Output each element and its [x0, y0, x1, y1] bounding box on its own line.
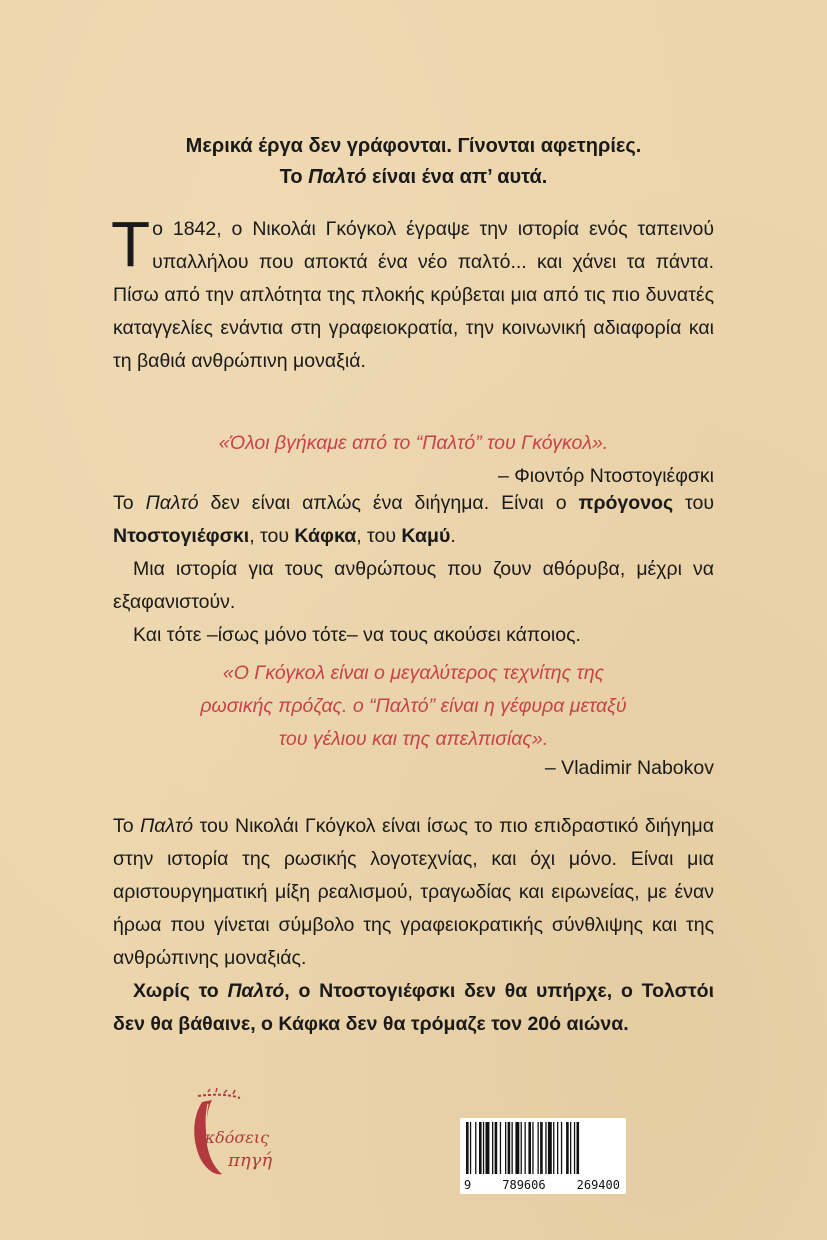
barcode-bar	[515, 1122, 519, 1174]
barcode-digit: 789606	[502, 1178, 546, 1192]
title-italic: Παλτό	[145, 492, 199, 514]
barcode-digit: 9	[464, 1178, 472, 1192]
paragraph-line	[113, 487, 714, 553]
barcode-bar	[508, 1122, 511, 1174]
intro-text: ο 1842, ο Νικολάι Γκόγκολ έγραψε την ιστορία ενός ταπεινού υπαλλήλου που αποκτά ένα νέο παλτό... και χάνει τα πάντα. Πίσω από την απλότητα της πλοκής κρύβεται μια από τις πιο δυνατές καταγγελίες ενάντια στη γραφειοκρατία, την κοινωνική αδιαφορία και τη βαθιά ανθρώπινη μοναξιά.	[113, 218, 714, 372]
text-span: του	[673, 492, 714, 514]
quote-author-nabokov: – Vladimir Nabokov	[544, 757, 714, 779]
quote-line: ρωσικής πρόζας. ο “Παλτό” είναι η γέφυρα μεταξύ	[200, 695, 627, 717]
text-span: Χωρίς το	[133, 980, 228, 1002]
barcode-bar	[470, 1122, 471, 1174]
drop-cap: Τ	[111, 208, 151, 280]
barcode-bar	[512, 1122, 513, 1174]
text-span: , του	[249, 525, 295, 547]
barcode-bar	[466, 1122, 469, 1174]
paragraph-line: Και τότε –ίσως μόνο τότε– να τους ακούσει κάποιος.	[133, 624, 581, 646]
text-span: .	[450, 525, 456, 547]
barcode-digit: 269400	[576, 1178, 620, 1192]
barcode-bar	[557, 1122, 558, 1174]
text-span: του Νικολάι Γκόγκολ είναι ίσως το πιο επιδραστικό διήγημα στην ιστορία της ρωσικής λογοτεχνίας, και όχι μόνο. Είναι μια αριστουργηματική μίξη ρεαλισμού, τραγωδίας και ειρωνείας, με έναν ήρωα που γίνεται σύμβολο της γραφειοκρατικής σύνθλιψης και της ανθρώπινης μοναξιάς.	[113, 815, 714, 969]
intro-paragraph	[111, 208, 714, 378]
barcode-bar	[548, 1122, 552, 1174]
title-italic: Παλτό	[227, 980, 285, 1002]
barcode-bar	[475, 1122, 476, 1174]
paragraph-influence	[113, 810, 714, 1041]
barcode-bar	[566, 1122, 569, 1174]
bold-word: πρόγονος	[578, 492, 674, 514]
text-span: δεν είναι απλώς ένα διήγημα. Είναι ο	[198, 492, 579, 514]
text-span: Το	[113, 815, 141, 837]
paragraph-bold	[113, 975, 714, 1041]
barcode-bar	[553, 1122, 554, 1174]
quote-line: «Ο Γκόγκολ είναι ο μεγαλύτερος τεχνίτης της	[222, 662, 605, 684]
tagline	[60, 131, 767, 193]
publisher-line1: εκδόσεις	[196, 1128, 270, 1147]
barcode-bar	[492, 1122, 493, 1174]
barcode-digits	[460, 1178, 626, 1192]
barcode-bar	[521, 1122, 522, 1174]
barcode-bar	[545, 1122, 546, 1174]
tagline-title: Παλτό	[308, 166, 367, 188]
tagline-line2	[60, 162, 767, 193]
tagline-text: Το	[279, 166, 309, 188]
text-span: Το	[113, 492, 146, 514]
tagline-text: είναι ένα απ’ αυτά.	[366, 166, 548, 188]
bold-word: Κάφκα	[294, 525, 357, 547]
paragraph-ancestor	[113, 487, 714, 652]
barcode-bar	[486, 1122, 490, 1174]
quote-dostoevsky: «Όλοι βγήκαμε από το “Παλτό” του Γκόγκολ».	[218, 432, 609, 454]
barcode-bar	[525, 1122, 526, 1174]
barcode-bar	[505, 1122, 506, 1174]
barcode-bar	[574, 1122, 575, 1174]
text-span: , του	[356, 525, 402, 547]
barcode-bar	[528, 1122, 531, 1174]
barcode-bar	[561, 1122, 562, 1174]
quote-line: του γέλιου και της απελπισίας».	[278, 728, 549, 750]
bold-word: Ντοστογιέφσκι	[113, 525, 250, 547]
title-italic: Παλτό	[140, 815, 194, 837]
isbn-barcode	[460, 1118, 626, 1194]
barcode-bar	[532, 1122, 533, 1174]
quote-author-dostoevsky: – Φιοντόρ Ντοστογιέφσκι	[497, 465, 714, 487]
barcode-bar	[500, 1122, 501, 1174]
publisher-line2: πηγή	[228, 1150, 273, 1171]
barcode-bar	[577, 1122, 580, 1174]
paragraph-line	[113, 810, 714, 975]
barcode-bar	[540, 1122, 543, 1174]
quote-nabokov	[150, 657, 677, 756]
barcode-bars-icon	[460, 1118, 626, 1178]
barcode-bar	[538, 1122, 539, 1174]
text-span: , ο Ντοστογιέφσκι δεν θα υπήρχε, ο Τολστόι δεν θα βάθαινε, ο Κάφκα δεν θα τρόμαζε τον 20ό αιώνα.	[113, 980, 714, 1035]
barcode-bar	[570, 1122, 571, 1174]
barcode-bar	[495, 1122, 498, 1174]
bold-word: Καμύ	[401, 525, 451, 547]
paragraph-line: Μια ιστορία για τους ανθρώπους που ζουν αθόρυβα, μέχρι να εξαφανιστούν.	[113, 558, 714, 613]
barcode-bar	[479, 1122, 482, 1174]
barcode-bar	[483, 1122, 484, 1174]
tagline-line1: Μερικά έργα δεν γράφονται. Γίνονται αφετηρίες.	[185, 135, 642, 157]
